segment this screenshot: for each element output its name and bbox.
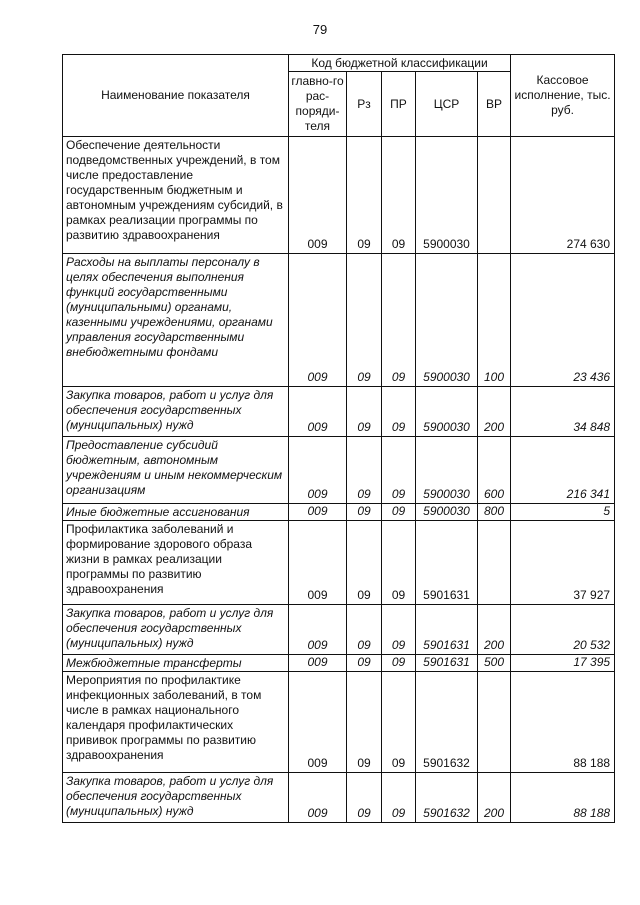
row-name: Профилактика заболеваний и формирование здорового образа жизни в рамках реализации программы по развитию здравоохранения bbox=[63, 521, 289, 605]
table-row bbox=[63, 387, 615, 437]
table-row bbox=[63, 137, 615, 254]
row-vr: 600 bbox=[478, 437, 511, 504]
row-pr: 09 bbox=[382, 504, 416, 521]
row-name: Предоставление субсидий бюджетным, автономным учреждениям и иным некоммерческим организациям bbox=[63, 437, 289, 504]
row-rz: 09 bbox=[347, 387, 382, 437]
row-pr: 09 bbox=[382, 773, 416, 823]
row-amount: 5 bbox=[511, 504, 615, 521]
row-vr: 200 bbox=[478, 605, 511, 655]
row-csr: 5901631 bbox=[416, 521, 478, 605]
row-name: Закупка товаров, работ и услуг для обеспечения государственных (муниципальных) нужд bbox=[63, 605, 289, 655]
row-rz: 09 bbox=[347, 655, 382, 672]
row-glav: 009 bbox=[289, 521, 347, 605]
header-code-group: Код бюджетной классификации bbox=[289, 55, 511, 72]
row-vr bbox=[478, 521, 511, 605]
row-vr bbox=[478, 672, 511, 773]
row-rz: 09 bbox=[347, 672, 382, 773]
header-glav: главно-го рас-поряди-теля bbox=[289, 72, 347, 137]
row-glav: 009 bbox=[289, 655, 347, 672]
row-vr: 200 bbox=[478, 773, 511, 823]
row-pr: 09 bbox=[382, 605, 416, 655]
row-name: Закупка товаров, работ и услуг для обеспечения государственных (муниципальных) нужд bbox=[63, 773, 289, 823]
header-rz: Рз bbox=[347, 72, 382, 137]
row-name: Межбюджетные трансферты bbox=[63, 655, 289, 672]
header-name: Наименование показателя bbox=[63, 55, 289, 137]
row-name: Закупка товаров, работ и услуг для обеспечения государственных (муниципальных) нужд bbox=[63, 387, 289, 437]
row-glav: 009 bbox=[289, 254, 347, 387]
row-rz: 09 bbox=[347, 605, 382, 655]
table-row bbox=[63, 521, 615, 605]
table-row bbox=[63, 655, 615, 672]
header-vr: ВР bbox=[478, 72, 511, 137]
row-rz: 09 bbox=[347, 137, 382, 254]
row-rz: 09 bbox=[347, 254, 382, 387]
row-amount: 20 532 bbox=[511, 605, 615, 655]
row-amount: 23 436 bbox=[511, 254, 615, 387]
row-rz: 09 bbox=[347, 521, 382, 605]
row-vr: 100 bbox=[478, 254, 511, 387]
row-name: Иные бюджетные ассигнования bbox=[63, 504, 289, 521]
row-pr: 09 bbox=[382, 137, 416, 254]
header-amount: Кассовое исполнение, тыс. руб. bbox=[511, 55, 615, 137]
budget-table bbox=[62, 54, 615, 823]
header-csr: ЦСР bbox=[416, 72, 478, 137]
row-vr bbox=[478, 137, 511, 254]
row-csr: 5900030 bbox=[416, 504, 478, 521]
row-amount: 34 848 bbox=[511, 387, 615, 437]
table-row bbox=[63, 254, 615, 387]
row-pr: 09 bbox=[382, 254, 416, 387]
row-amount: 88 188 bbox=[511, 672, 615, 773]
row-glav: 009 bbox=[289, 773, 347, 823]
row-csr: 5900030 bbox=[416, 254, 478, 387]
table-row bbox=[63, 437, 615, 504]
row-csr: 5901631 bbox=[416, 655, 478, 672]
row-name: Расходы на выплаты персоналу в целях обеспечения выполнения функций государственными (муниципальными) органами, казенными учреждениями, органами управления государственными внебюджетными фондами bbox=[63, 254, 289, 387]
row-amount: 17 395 bbox=[511, 655, 615, 672]
row-glav: 009 bbox=[289, 605, 347, 655]
row-name: Обеспечение деятельности подведомственных учреждений, в том числе предоставление государственным бюджетным и автономным учреждениям субсидий, в рамках реализации программы по развитию здравоохранения bbox=[63, 137, 289, 254]
row-glav: 009 bbox=[289, 672, 347, 773]
row-glav: 009 bbox=[289, 137, 347, 254]
row-csr: 5901632 bbox=[416, 773, 478, 823]
row-csr: 5900030 bbox=[416, 437, 478, 504]
table-row bbox=[63, 605, 615, 655]
row-csr: 5901631 bbox=[416, 605, 478, 655]
row-pr: 09 bbox=[382, 437, 416, 504]
row-amount: 274 630 bbox=[511, 137, 615, 254]
row-vr: 800 bbox=[478, 504, 511, 521]
row-rz: 09 bbox=[347, 437, 382, 504]
row-vr: 200 bbox=[478, 387, 511, 437]
row-vr: 500 bbox=[478, 655, 511, 672]
row-amount: 216 341 bbox=[511, 437, 615, 504]
row-amount: 37 927 bbox=[511, 521, 615, 605]
row-glav: 009 bbox=[289, 387, 347, 437]
row-csr: 5900030 bbox=[416, 387, 478, 437]
row-rz: 09 bbox=[347, 773, 382, 823]
page-number: 79 bbox=[312, 22, 328, 37]
row-glav: 009 bbox=[289, 504, 347, 521]
row-pr: 09 bbox=[382, 521, 416, 605]
header-pr: ПР bbox=[382, 72, 416, 137]
row-csr: 5901632 bbox=[416, 672, 478, 773]
table-row bbox=[63, 773, 615, 823]
table-row bbox=[63, 504, 615, 521]
row-glav: 009 bbox=[289, 437, 347, 504]
row-csr: 5900030 bbox=[416, 137, 478, 254]
row-pr: 09 bbox=[382, 672, 416, 773]
row-pr: 09 bbox=[382, 387, 416, 437]
table-row bbox=[63, 672, 615, 773]
row-name: Мероприятия по профилактике инфекционных заболеваний, в том числе в рамках национального календаря профилактических прививок программы по развитию здравоохранения bbox=[63, 672, 289, 773]
row-rz: 09 bbox=[347, 504, 382, 521]
row-pr: 09 bbox=[382, 655, 416, 672]
row-amount: 88 188 bbox=[511, 773, 615, 823]
